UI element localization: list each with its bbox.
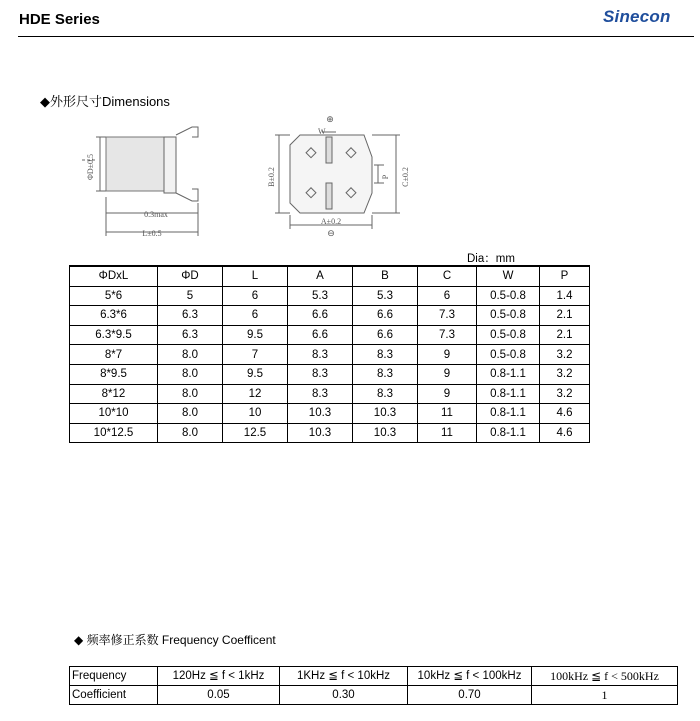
column-header: C (418, 266, 477, 286)
table-cell: 10.3 (353, 423, 418, 443)
table-row (70, 423, 590, 443)
wall-label: 0.3max (144, 210, 168, 219)
table-cell: 6.3 (158, 325, 223, 345)
row-label: Coefficient (70, 686, 158, 705)
table-cell: 8.3 (288, 364, 353, 384)
minus-marker: ⊖ (327, 228, 335, 238)
table-cell: 9 (418, 364, 477, 384)
table-cell: 8*9.5 (70, 364, 158, 384)
table-cell: 0.5-0.8 (477, 306, 540, 326)
table-cell: 6.6 (353, 325, 418, 345)
table-cell: 8*7 (70, 345, 158, 365)
table-cell: 0.8-1.1 (477, 384, 540, 404)
table-cell: 6.6 (288, 306, 353, 326)
table-cell: 4.6 (540, 423, 590, 443)
table-row (70, 325, 590, 345)
bottom-view (275, 132, 400, 229)
table-cell: 8.3 (353, 345, 418, 365)
table-cell: 3.2 (540, 384, 590, 404)
table-cell: 2.1 (540, 325, 590, 345)
table-cell: 5.3 (288, 286, 353, 306)
table-cell: 10 (223, 404, 288, 424)
table-cell: 9 (418, 345, 477, 365)
table-cell: 3.2 (540, 364, 590, 384)
frequency-cell: 10kHz ≦ f < 100kHz (408, 667, 532, 686)
frequency-cell: 100kHz ≦ f < 500kHz (532, 667, 678, 686)
table-cell: 3.2 (540, 345, 590, 365)
table-row (70, 286, 590, 306)
table-cell: 8.0 (158, 423, 223, 443)
p-label: P (381, 174, 390, 180)
column-header: L (223, 266, 288, 286)
table-cell: 2.1 (540, 306, 590, 326)
table-cell: 9.5 (223, 325, 288, 345)
coefficient-row (70, 686, 678, 705)
table-cell: 8.3 (288, 384, 353, 404)
table-cell: 6.3 (158, 306, 223, 326)
brand-logo: Sinecon (603, 7, 671, 26)
series-title: HDE Series (19, 11, 100, 28)
c-label: C±0.2 (401, 167, 410, 187)
table-cell: 5.3 (353, 286, 418, 306)
frequency-table (69, 666, 678, 705)
frequency-heading: ◆ 频率修正系数 Frequency Coefficent (74, 633, 276, 647)
table-cell: 6.6 (288, 325, 353, 345)
table-cell: 0.5-0.8 (477, 325, 540, 345)
table-row (70, 345, 590, 365)
table-cell: 0.5-0.8 (477, 345, 540, 365)
table-cell: 0.5-0.8 (477, 286, 540, 306)
w-label: W (318, 127, 326, 136)
table-cell: 8.0 (158, 384, 223, 404)
table-row (70, 404, 590, 424)
table-cell: 6 (223, 286, 288, 306)
table-cell: 1.4 (540, 286, 590, 306)
column-header: W (477, 266, 540, 286)
column-header: A (288, 266, 353, 286)
table-cell: 9.5 (223, 364, 288, 384)
row-label: Frequency (70, 667, 158, 686)
b-label: B±0.2 (267, 167, 276, 187)
plus-marker: ⊕ (326, 114, 334, 124)
table-cell: 7 (223, 345, 288, 365)
table-cell: 5 (158, 286, 223, 306)
table-row (70, 384, 590, 404)
side-view (82, 127, 198, 236)
header-divider (18, 36, 694, 37)
coefficient-cell: 0.05 (158, 686, 280, 705)
table-cell: 10.3 (288, 404, 353, 424)
table-cell: 6.6 (353, 306, 418, 326)
table-cell: 0.8-1.1 (477, 364, 540, 384)
column-header: ΦDxL (70, 266, 158, 286)
table-cell: 8*12 (70, 384, 158, 404)
table-cell: 4.6 (540, 404, 590, 424)
table-cell: 7.3 (418, 325, 477, 345)
table-header-row (70, 266, 590, 286)
column-header: P (540, 266, 590, 286)
dimensions-heading: ◆外形尺寸Dimensions (40, 94, 170, 109)
table-cell: 8.3 (288, 345, 353, 365)
coefficient-cell: 0.70 (408, 686, 532, 705)
table-cell: 7.3 (418, 306, 477, 326)
table-cell: 8.0 (158, 404, 223, 424)
table-cell: 10.3 (288, 423, 353, 443)
a-label: A±0.2 (320, 217, 342, 226)
table-cell: 5*6 (70, 286, 158, 306)
table-row (70, 364, 590, 384)
table-cell: 11 (418, 423, 477, 443)
table-cell: 8.0 (158, 345, 223, 365)
column-header: B (353, 266, 418, 286)
frequency-cell: 120Hz ≦ f < 1kHz (158, 667, 280, 686)
table-cell: 0.8-1.1 (477, 423, 540, 443)
table-cell: 6 (418, 286, 477, 306)
table-cell: 6 (223, 306, 288, 326)
table-cell: 6.3*9.5 (70, 325, 158, 345)
table-row (70, 306, 590, 326)
dimension-drawing (74, 105, 419, 243)
frequency-row (70, 667, 678, 686)
table-cell: 12.5 (223, 423, 288, 443)
table-cell: 8.3 (353, 384, 418, 404)
table-cell: 8.3 (353, 364, 418, 384)
table-cell: 6.3*6 (70, 306, 158, 326)
diameter-label: ΦD±0.5 (86, 153, 95, 181)
table-cell: 10.3 (353, 404, 418, 424)
table-cell: 9 (418, 384, 477, 404)
coefficient-cell: 1 (532, 686, 678, 705)
coefficient-cell: 0.30 (280, 686, 408, 705)
column-header: ΦD (158, 266, 223, 286)
table-cell: 10*12.5 (70, 423, 158, 443)
dimensions-table (69, 265, 590, 443)
length-label: L±0.5 (142, 229, 162, 238)
unit-note: Dia：mm (467, 253, 515, 265)
table-cell: 8.0 (158, 364, 223, 384)
table-cell: 0.8-1.1 (477, 404, 540, 424)
frequency-cell: 1KHz ≦ f < 10kHz (280, 667, 408, 686)
table-cell: 11 (418, 404, 477, 424)
table-cell: 12 (223, 384, 288, 404)
table-cell: 10*10 (70, 404, 158, 424)
